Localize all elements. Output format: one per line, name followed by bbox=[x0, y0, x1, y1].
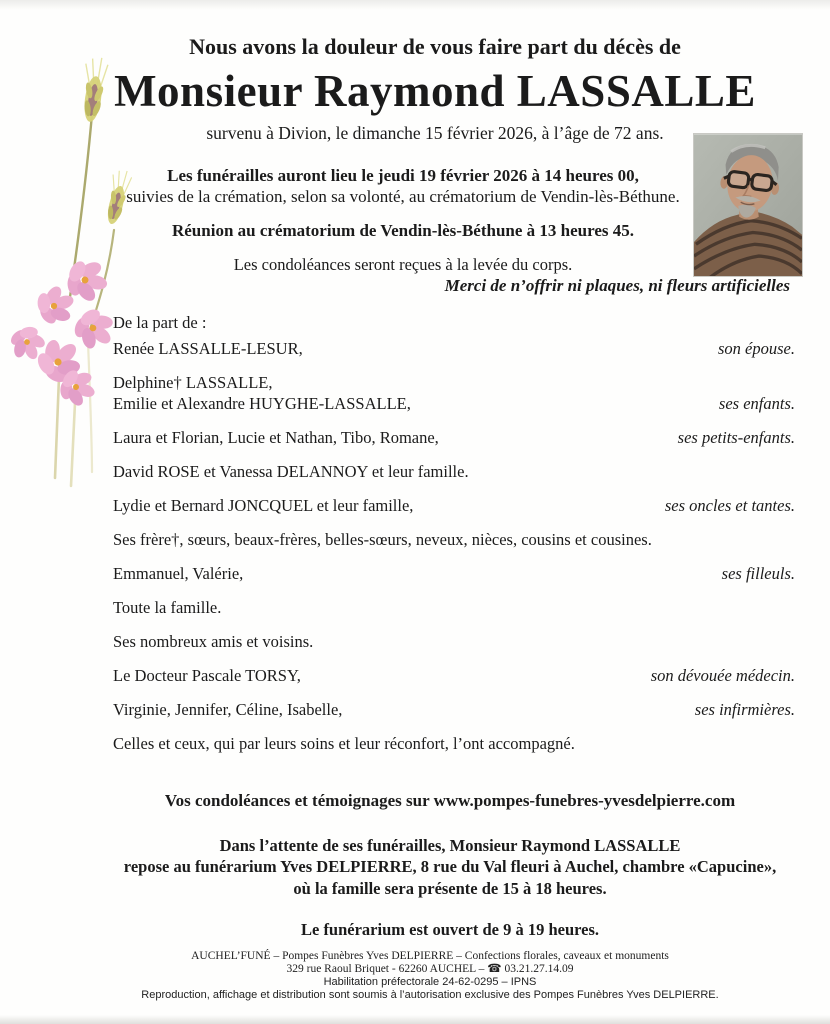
online-condolences-notice: Vos condoléances et témoignages sur www.pompes-funebres-yvesdelpierre.com bbox=[164, 790, 736, 810]
phone-icon: ☎ bbox=[487, 963, 502, 976]
footer-company-line: AUCHEL’FUNÉ – Pompes Funèbres Yves DELPIERRE – Confections florales, caveaux et monuments bbox=[191, 950, 669, 963]
family-entry bbox=[113, 665, 795, 686]
family-entry bbox=[113, 529, 795, 550]
family-section bbox=[113, 312, 795, 754]
family-role: ses enfants. bbox=[718, 393, 795, 413]
repose-line2: repose au funérarium Yves DELPIERRE, 8 rue du Val fleuri à Auchel, chambre «Capucine», bbox=[123, 857, 777, 877]
deceased-portrait-photo bbox=[693, 133, 803, 277]
funeral-details bbox=[108, 165, 698, 275]
family-entry bbox=[113, 427, 795, 448]
family-names: Celles et ceux, qui par leurs soins et leur réconfort, l’ont accompagné. bbox=[113, 733, 575, 753]
footer-phone-number: 03.21.27.14.09 bbox=[501, 963, 574, 976]
family-entry bbox=[113, 733, 795, 754]
family-role: ses oncles et tantes. bbox=[664, 495, 795, 515]
condolences-line: Les condoléances seront reçues à la levée du corps. bbox=[233, 254, 573, 274]
repose-line3: où la famille sera présente de 15 à 18 heures. bbox=[293, 878, 607, 898]
wheat-and-flowers-illustration bbox=[0, 52, 132, 500]
family-entry bbox=[113, 631, 795, 652]
family-entry bbox=[113, 597, 795, 618]
funeral-date-line: Les funérailles auront lieu le jeudi 19 février 2026 à 14 heures 00, bbox=[167, 165, 639, 185]
family-entry bbox=[113, 372, 795, 414]
family-names: Toute la famille. bbox=[113, 597, 222, 617]
family-entry bbox=[113, 699, 795, 720]
family-names: Emmanuel, Valérie, bbox=[113, 563, 244, 583]
family-names: Virginie, Jennifer, Céline, Isabelle, bbox=[113, 699, 343, 719]
death-info: survenu à Divion, le dimanche 15 février 2026, à l’âge de 72 ans. bbox=[206, 122, 664, 143]
cremation-line: suivies de la crémation, selon sa volonté, au crématorium de Vendin-lès-Béthune. bbox=[126, 186, 680, 206]
footer-address: 329 rue Raoul Briquet - 62260 AUCHEL – bbox=[286, 963, 488, 976]
repose-line1: Dans l’attente de ses funérailles, Monsieur Raymond LASSALLE bbox=[219, 835, 681, 855]
family-names: David ROSE et Vanessa DELANNOY et leur famille. bbox=[113, 461, 469, 481]
deceased-name: Monsieur Raymond LASSALLE bbox=[114, 66, 756, 117]
family-names: Emilie et Alexandre HUYGHE-LASSALLE, bbox=[113, 393, 411, 413]
announcement-intro: Nous avons la douleur de vous faire part du décès de bbox=[189, 34, 681, 59]
meeting-line: Réunion au crématorium de Vendin-lès-Béthune à 13 heures 45. bbox=[171, 220, 634, 240]
family-entry bbox=[113, 461, 795, 482]
family-names: Lydie et Bernard JONCQUEL et leur famille, bbox=[113, 495, 414, 515]
footer-address-line bbox=[35, 963, 825, 976]
family-names: Laura et Florian, Lucie et Nathan, Tibo, Romane, bbox=[113, 427, 439, 447]
family-entry bbox=[113, 563, 795, 584]
repose-info bbox=[110, 835, 790, 900]
family-names: Renée LASSALLE-LESUR, bbox=[113, 338, 303, 358]
footer-reproduction-line: Reproduction, affichage et distribution sont soumis à l’autorisation exclusive des Pompes Funèbres Yves DELPIERRE. bbox=[141, 989, 719, 1002]
family-role: ses infirmières. bbox=[694, 699, 795, 719]
funerarium-hours: Le funérarium est ouvert de 9 à 19 heures. bbox=[300, 920, 600, 940]
family-names: Delphine† LASSALLE, bbox=[113, 372, 273, 392]
family-entries bbox=[113, 338, 795, 754]
family-role: ses filleuls. bbox=[721, 563, 795, 583]
footer-habilitation-line: Habilitation préfectorale 24-62-0295 – IPNS bbox=[323, 976, 537, 989]
family-names: Ses nombreux amis et voisins. bbox=[113, 631, 314, 651]
family-role: son dévouée médecin. bbox=[650, 665, 795, 685]
family-role: ses petits-enfants. bbox=[677, 427, 795, 447]
family-names: Ses frère†, sœurs, beaux-frères, belles-sœurs, neveux, nièces, cousins et cousines. bbox=[113, 529, 652, 549]
family-role: son épouse. bbox=[718, 338, 795, 358]
family-heading: De la part de : bbox=[113, 312, 207, 332]
no-flowers-notice: Merci de n’offrir ni plaques, ni fleurs artificielles bbox=[444, 275, 790, 295]
funeral-home-footer bbox=[35, 950, 825, 1002]
family-names: Le Docteur Pascale TORSY, bbox=[113, 665, 301, 685]
family-entry bbox=[113, 495, 795, 516]
family-entry bbox=[113, 338, 795, 359]
